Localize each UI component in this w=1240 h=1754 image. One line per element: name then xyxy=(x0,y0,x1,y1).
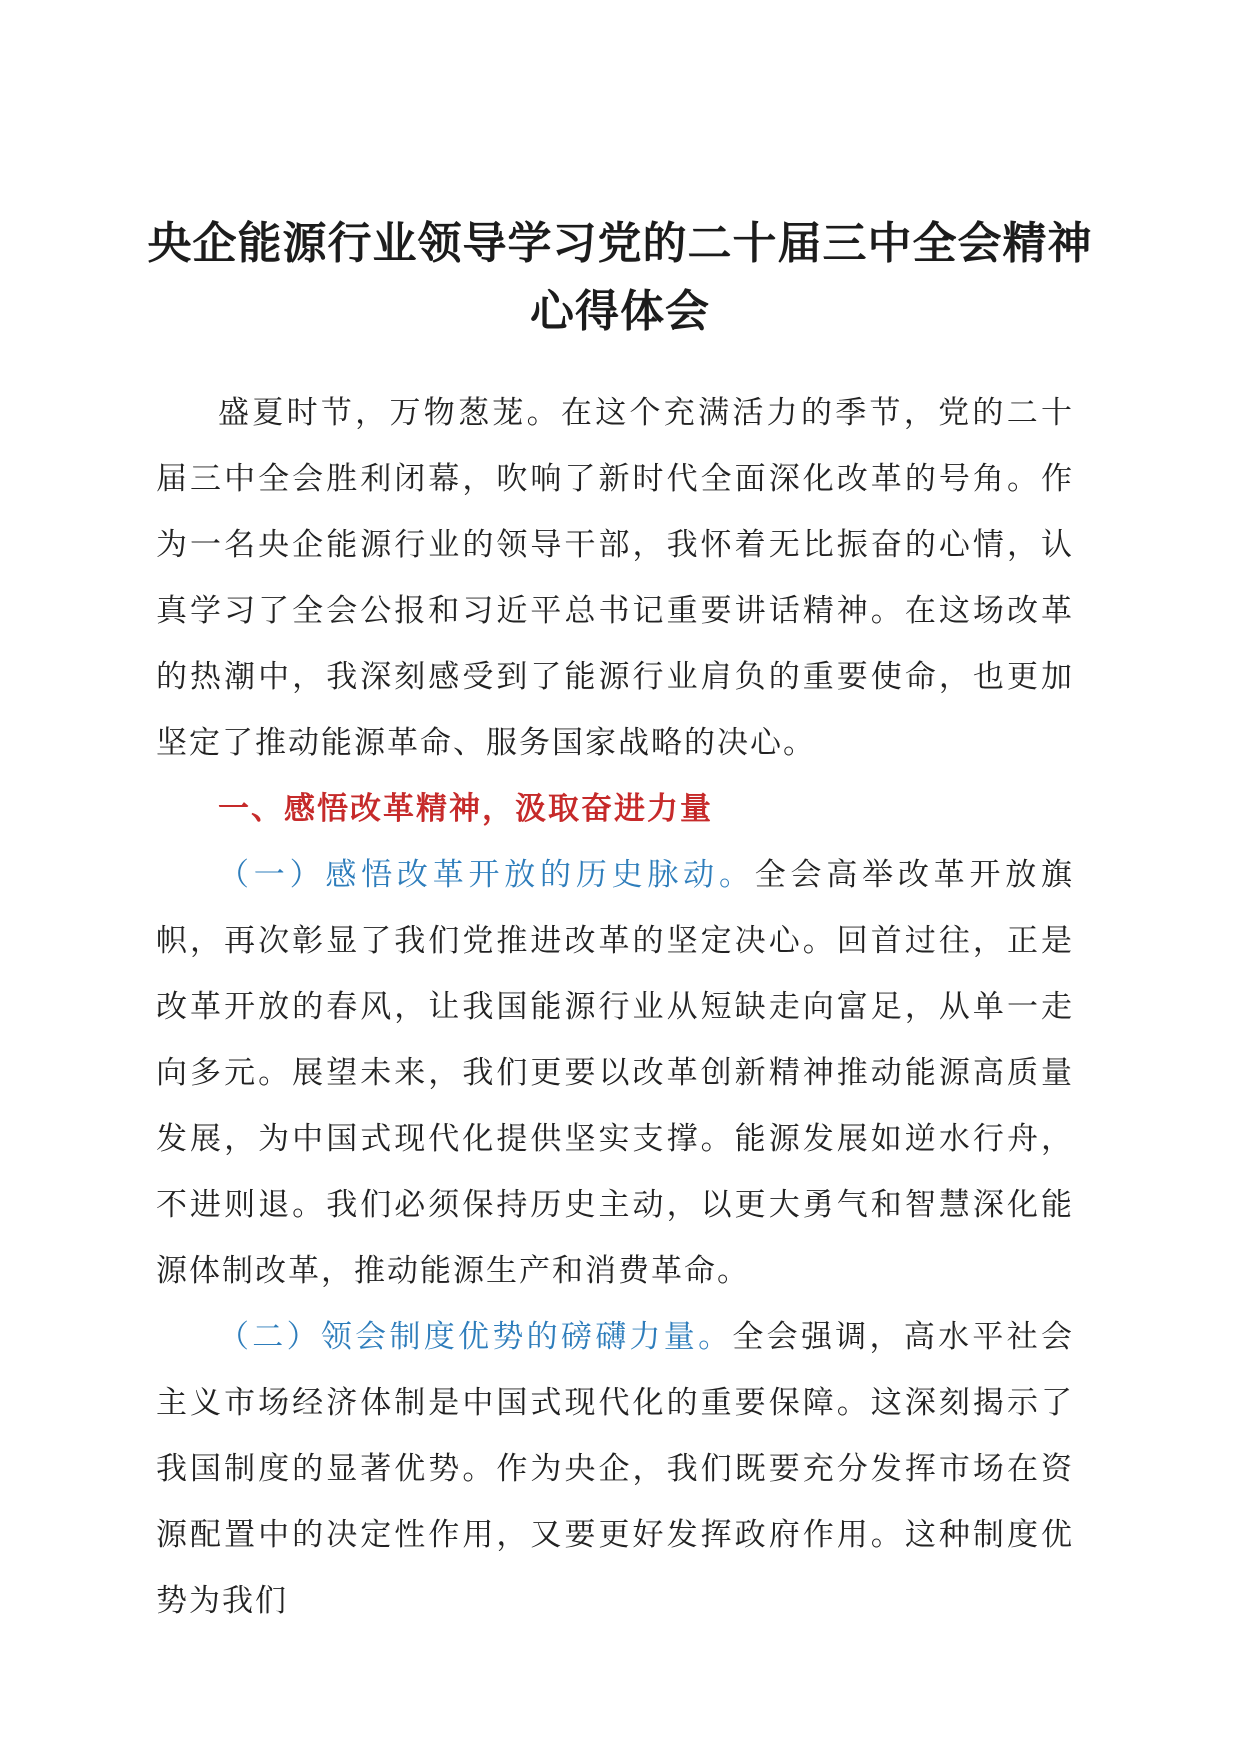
subsection-2-paragraph xyxy=(156,1304,1074,1634)
subsection-1-paragraph xyxy=(156,842,1074,1304)
subsection-2-text: 全会强调，高水平社会主义市场经济体制是中国式现代化的重要保障。这深刻揭示了我国制度的显著优势。作为央企，我们既要充分发挥市场在资源配置中的决定性作用，又要更好发挥政府作用。这种制度优势为我们 xyxy=(156,1319,1074,1619)
subsection-1-text: 全会高举改革开放旗帜，再次彰显了我们党推进改革的坚定决心。回首过往，正是改革开放的春风，让我国能源行业从短缺走向富足，从单一走向多元。展望未来，我们更要以改革创新精神推动能源高质量发展，为中国式现代化提供坚实支撑。能源发展如逆水行舟，不进则退。我们必须保持历史主动，以更大勇气和智慧深化能源体制改革，推动能源生产和消费革命。 xyxy=(156,857,1075,1289)
document-title: 央企能源行业领导学习党的二十届三中全会精神心得体会 xyxy=(147,218,1093,337)
document-body xyxy=(156,380,1074,1634)
intro-paragraph: 盛夏时节，万物葱茏。在这个充满活力的季节，党的二十届三中全会胜利闭幕，吹响了新时代全面深化改革的号角。作为一名央企能源行业的领导干部，我怀着无比振奋的心情，认真学习了全会公报和习近平总书记重要讲话精神。在这场改革的热潮中，我深刻感受到了能源行业肩负的重要使命，也更加坚定了推动能源革命、服务国家战略的决心。 xyxy=(156,395,1074,761)
subsection-2-title: （二）领会制度优势的磅礴力量。 xyxy=(218,1319,733,1355)
subsection-1-title: （一）感悟改革开放的历史脉动。 xyxy=(218,857,755,893)
section-heading: 一、感悟改革精神，汲取奋进力量 xyxy=(218,791,713,827)
